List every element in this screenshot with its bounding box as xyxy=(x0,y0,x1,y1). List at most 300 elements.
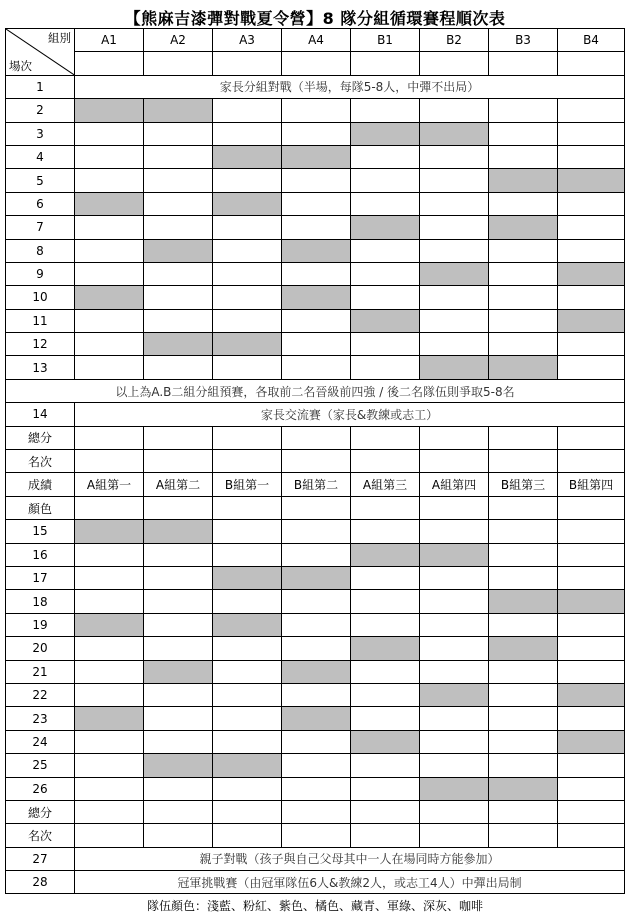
score-cell xyxy=(489,496,558,519)
shaded-match-cell xyxy=(558,262,625,285)
score-cell xyxy=(420,520,489,543)
score-cell xyxy=(75,543,144,566)
shaded-match-cell xyxy=(351,122,420,145)
shaded-match-cell xyxy=(420,122,489,145)
row-label: 總分 xyxy=(6,800,75,823)
score-cell xyxy=(420,707,489,730)
match-row xyxy=(6,286,625,309)
score-cell xyxy=(558,543,625,566)
score-cell xyxy=(213,683,282,706)
shaded-match-cell xyxy=(144,660,213,683)
score-cell xyxy=(489,426,558,449)
blank-cell xyxy=(213,52,282,75)
page-title: 【熊麻吉漆彈對戰夏令營】8 隊分組循環賽程順次表 xyxy=(124,9,506,28)
match-row xyxy=(6,543,625,566)
row-label: 4 xyxy=(6,145,75,168)
score-cell xyxy=(351,800,420,823)
score-cell xyxy=(144,496,213,519)
group-header: A1 xyxy=(75,29,144,52)
ranking-slot-cell: B組第三 xyxy=(489,473,558,496)
score-cell xyxy=(489,333,558,356)
score-cell xyxy=(351,426,420,449)
score-cell xyxy=(213,122,282,145)
score-cell xyxy=(420,754,489,777)
score-cell xyxy=(420,660,489,683)
row-label: 25 xyxy=(6,754,75,777)
score-cell xyxy=(75,730,144,753)
score-cell xyxy=(351,754,420,777)
score-cell xyxy=(144,286,213,309)
shaded-match-cell xyxy=(75,613,144,636)
score-cell xyxy=(282,683,351,706)
score-cell xyxy=(282,309,351,332)
row-label: 18 xyxy=(6,590,75,613)
score-cell xyxy=(282,99,351,122)
score-cell xyxy=(351,262,420,285)
shaded-match-cell xyxy=(144,239,213,262)
header-row xyxy=(6,29,625,52)
note-row xyxy=(6,871,625,894)
blank-cell xyxy=(144,52,213,75)
score-cell xyxy=(75,450,144,473)
score-cell xyxy=(351,707,420,730)
match-row xyxy=(6,520,625,543)
score-cell xyxy=(558,777,625,800)
row-label: 27 xyxy=(6,847,75,870)
score-cell xyxy=(213,169,282,192)
score-cell xyxy=(558,613,625,636)
score-cell xyxy=(489,309,558,332)
score-cell xyxy=(558,122,625,145)
row-label: 8 xyxy=(6,239,75,262)
score-cell xyxy=(558,145,625,168)
score-cell xyxy=(351,145,420,168)
shaded-match-cell xyxy=(75,192,144,215)
group-header: B2 xyxy=(420,29,489,52)
shaded-match-cell xyxy=(282,566,351,589)
shaded-match-cell xyxy=(558,730,625,753)
score-cell xyxy=(558,286,625,309)
score-cell xyxy=(489,754,558,777)
score-cell xyxy=(213,99,282,122)
score-cell xyxy=(213,590,282,613)
shaded-match-cell xyxy=(351,216,420,239)
score-cell xyxy=(558,333,625,356)
score-cell xyxy=(144,192,213,215)
score-cell xyxy=(75,637,144,660)
score-cell xyxy=(213,707,282,730)
corner-group-label: 組別 xyxy=(48,31,71,45)
score-cell xyxy=(351,590,420,613)
score-cell xyxy=(489,122,558,145)
score-cell xyxy=(351,333,420,356)
note-cell: 以上為A.B二組分組預賽，各取前二名晉級前四強 / 後二名隊伍則爭取5-8名 xyxy=(6,379,625,402)
score-cell xyxy=(420,566,489,589)
score-cell xyxy=(75,426,144,449)
match-row xyxy=(6,637,625,660)
score-cell xyxy=(351,496,420,519)
score-cell xyxy=(282,496,351,519)
match-row xyxy=(6,660,625,683)
score-cell xyxy=(213,309,282,332)
event-note-cell: 親子對戰（孩子與自己父母其中一人在場同時方能參加） xyxy=(75,847,625,870)
shaded-match-cell xyxy=(420,543,489,566)
score-cell xyxy=(420,169,489,192)
shaded-match-cell xyxy=(558,309,625,332)
shaded-match-cell xyxy=(351,309,420,332)
score-cell xyxy=(351,192,420,215)
score-cell xyxy=(213,777,282,800)
blank-row xyxy=(6,496,625,519)
score-cell xyxy=(282,192,351,215)
match-row xyxy=(6,566,625,589)
score-cell xyxy=(489,824,558,847)
score-cell xyxy=(420,496,489,519)
group-header: B1 xyxy=(351,29,420,52)
shaded-match-cell xyxy=(489,777,558,800)
row-label: 28 xyxy=(6,871,75,894)
shaded-match-cell xyxy=(213,333,282,356)
blank-cell xyxy=(75,52,144,75)
match-row xyxy=(6,122,625,145)
match-row xyxy=(6,239,625,262)
shaded-match-cell xyxy=(75,286,144,309)
row-label: 9 xyxy=(6,262,75,285)
row-label: 16 xyxy=(6,543,75,566)
blank-cell xyxy=(558,52,625,75)
score-cell xyxy=(213,216,282,239)
score-cell xyxy=(351,169,420,192)
score-cell xyxy=(558,520,625,543)
shaded-match-cell xyxy=(75,520,144,543)
score-cell xyxy=(420,590,489,613)
score-cell xyxy=(558,660,625,683)
score-cell xyxy=(213,637,282,660)
score-cell xyxy=(75,777,144,800)
score-cell xyxy=(75,356,144,379)
shaded-match-cell xyxy=(489,216,558,239)
ranking-slot-cell: A組第一 xyxy=(75,473,144,496)
header-blank-row xyxy=(6,52,625,75)
shaded-match-cell xyxy=(144,99,213,122)
score-cell xyxy=(144,566,213,589)
row-label: 12 xyxy=(6,333,75,356)
score-cell xyxy=(144,730,213,753)
ranking-slot-cell: A組第四 xyxy=(420,473,489,496)
score-cell xyxy=(282,262,351,285)
score-cell xyxy=(558,239,625,262)
score-cell xyxy=(558,192,625,215)
ranking-slot-cell: B組第二 xyxy=(282,473,351,496)
score-cell xyxy=(282,169,351,192)
score-cell xyxy=(420,824,489,847)
score-cell xyxy=(351,824,420,847)
score-cell xyxy=(420,426,489,449)
shaded-match-cell xyxy=(282,286,351,309)
score-cell xyxy=(144,216,213,239)
row-label: 總分 xyxy=(6,426,75,449)
blank-row xyxy=(6,800,625,823)
score-cell xyxy=(420,309,489,332)
row-label: 名次 xyxy=(6,450,75,473)
event-note-cell: 家長交流賽（家長&教練或志工） xyxy=(75,403,625,426)
score-cell xyxy=(558,800,625,823)
score-cell xyxy=(144,426,213,449)
shaded-match-cell xyxy=(213,192,282,215)
blank-cell xyxy=(282,52,351,75)
row-label: 2 xyxy=(6,99,75,122)
shaded-match-cell xyxy=(420,683,489,706)
score-cell xyxy=(420,637,489,660)
match-row xyxy=(6,356,625,379)
group-header: A4 xyxy=(282,29,351,52)
score-cell xyxy=(558,216,625,239)
score-cell xyxy=(282,356,351,379)
score-cell xyxy=(489,543,558,566)
event-note-cell: 家長分組對戰（半場，每隊5-8人，中彈不出局） xyxy=(75,75,625,98)
score-cell xyxy=(75,216,144,239)
score-cell xyxy=(75,262,144,285)
row-label: 10 xyxy=(6,286,75,309)
score-cell xyxy=(75,122,144,145)
score-cell xyxy=(351,777,420,800)
ranking-slot-cell: B組第一 xyxy=(213,473,282,496)
match-row xyxy=(6,145,625,168)
score-cell xyxy=(75,800,144,823)
row-label: 顏色 xyxy=(6,496,75,519)
score-cell xyxy=(558,824,625,847)
shaded-match-cell xyxy=(282,145,351,168)
ranking-slot-cell: A組第三 xyxy=(351,473,420,496)
score-cell xyxy=(351,613,420,636)
score-cell xyxy=(282,426,351,449)
shaded-match-cell xyxy=(351,543,420,566)
score-cell xyxy=(213,543,282,566)
score-cell xyxy=(558,566,625,589)
score-cell xyxy=(213,286,282,309)
team-colors-note: 隊伍顏色：淺藍、粉紅、紫色、橘色、藏青、軍綠、深灰、咖啡 xyxy=(146,899,483,913)
score-cell xyxy=(489,683,558,706)
score-cell xyxy=(420,800,489,823)
score-cell xyxy=(282,590,351,613)
group-header: B4 xyxy=(558,29,625,52)
score-cell xyxy=(282,520,351,543)
match-row xyxy=(6,777,625,800)
row-label: 6 xyxy=(6,192,75,215)
score-cell xyxy=(558,707,625,730)
score-cell xyxy=(213,730,282,753)
score-cell xyxy=(213,520,282,543)
schedule-body xyxy=(6,75,625,894)
schedule-table xyxy=(5,28,625,894)
match-row xyxy=(6,99,625,122)
score-cell xyxy=(144,800,213,823)
score-cell xyxy=(489,286,558,309)
match-row xyxy=(6,192,625,215)
labels-row xyxy=(6,473,625,496)
group-header: B3 xyxy=(489,29,558,52)
shaded-match-cell xyxy=(282,707,351,730)
score-cell xyxy=(489,520,558,543)
score-cell xyxy=(144,450,213,473)
score-cell xyxy=(351,450,420,473)
group-header: A2 xyxy=(144,29,213,52)
score-cell xyxy=(282,800,351,823)
score-cell xyxy=(75,496,144,519)
score-cell xyxy=(144,122,213,145)
score-cell xyxy=(489,613,558,636)
blank-row xyxy=(6,450,625,473)
score-cell xyxy=(282,777,351,800)
score-cell xyxy=(420,216,489,239)
score-cell xyxy=(213,496,282,519)
score-cell xyxy=(558,426,625,449)
score-cell xyxy=(213,450,282,473)
row-label: 17 xyxy=(6,566,75,589)
score-cell xyxy=(351,99,420,122)
score-cell xyxy=(282,613,351,636)
score-cell xyxy=(213,239,282,262)
match-row xyxy=(6,730,625,753)
match-row xyxy=(6,613,625,636)
score-cell xyxy=(489,145,558,168)
shaded-match-cell xyxy=(351,730,420,753)
score-cell xyxy=(144,777,213,800)
score-cell xyxy=(75,333,144,356)
score-cell xyxy=(420,613,489,636)
shaded-match-cell xyxy=(213,145,282,168)
match-row xyxy=(6,309,625,332)
shaded-match-cell xyxy=(282,660,351,683)
match-row xyxy=(6,754,625,777)
row-label: 1 xyxy=(6,75,75,98)
note-row xyxy=(6,403,625,426)
score-cell xyxy=(75,824,144,847)
match-row xyxy=(6,216,625,239)
score-cell xyxy=(489,730,558,753)
score-cell xyxy=(213,426,282,449)
score-cell xyxy=(282,450,351,473)
score-cell xyxy=(489,450,558,473)
shaded-match-cell xyxy=(213,754,282,777)
match-row xyxy=(6,590,625,613)
score-cell xyxy=(75,683,144,706)
score-cell xyxy=(351,356,420,379)
score-cell xyxy=(420,730,489,753)
score-cell xyxy=(420,192,489,215)
score-cell xyxy=(282,216,351,239)
row-label: 21 xyxy=(6,660,75,683)
row-label: 7 xyxy=(6,216,75,239)
shaded-match-cell xyxy=(489,590,558,613)
score-cell xyxy=(420,99,489,122)
row-label: 13 xyxy=(6,356,75,379)
shaded-match-cell xyxy=(489,169,558,192)
score-cell xyxy=(75,566,144,589)
score-cell xyxy=(213,660,282,683)
score-cell xyxy=(351,660,420,683)
row-label: 11 xyxy=(6,309,75,332)
score-cell xyxy=(489,239,558,262)
score-cell xyxy=(282,543,351,566)
corner-cell xyxy=(6,29,75,76)
score-cell xyxy=(489,707,558,730)
row-label: 23 xyxy=(6,707,75,730)
score-cell xyxy=(213,824,282,847)
score-cell xyxy=(75,309,144,332)
row-label: 5 xyxy=(6,169,75,192)
score-cell xyxy=(558,637,625,660)
note-row xyxy=(6,75,625,98)
score-cell xyxy=(420,239,489,262)
score-cell xyxy=(144,590,213,613)
score-cell xyxy=(75,169,144,192)
score-cell xyxy=(489,192,558,215)
ranking-slot-cell: B組第四 xyxy=(558,473,625,496)
score-cell xyxy=(144,356,213,379)
row-label: 3 xyxy=(6,122,75,145)
score-cell xyxy=(144,637,213,660)
score-cell xyxy=(144,309,213,332)
score-cell xyxy=(75,239,144,262)
blank-row xyxy=(6,824,625,847)
shaded-match-cell xyxy=(420,262,489,285)
shaded-match-cell xyxy=(144,754,213,777)
row-label: 名次 xyxy=(6,824,75,847)
score-cell xyxy=(489,262,558,285)
score-cell xyxy=(282,824,351,847)
score-cell xyxy=(213,262,282,285)
corner-match-label: 場次 xyxy=(9,58,32,73)
score-cell xyxy=(282,333,351,356)
full-row xyxy=(6,379,625,402)
score-cell xyxy=(282,122,351,145)
note-row xyxy=(6,847,625,870)
score-cell xyxy=(144,613,213,636)
score-cell xyxy=(144,683,213,706)
score-cell xyxy=(489,800,558,823)
ranking-slot-cell: A組第二 xyxy=(144,473,213,496)
group-header: A3 xyxy=(213,29,282,52)
score-cell xyxy=(558,754,625,777)
row-label: 24 xyxy=(6,730,75,753)
event-note-cell: 冠軍挑戰賽（由冠軍隊伍6人&教練2人，或志工4人）中彈出局制 xyxy=(75,871,625,894)
shaded-match-cell xyxy=(75,99,144,122)
score-cell xyxy=(213,356,282,379)
shaded-match-cell xyxy=(558,590,625,613)
shaded-match-cell xyxy=(282,239,351,262)
score-cell xyxy=(75,660,144,683)
row-label: 15 xyxy=(6,520,75,543)
shaded-match-cell xyxy=(213,613,282,636)
shaded-match-cell xyxy=(351,637,420,660)
score-cell xyxy=(558,496,625,519)
score-cell xyxy=(351,286,420,309)
row-label: 20 xyxy=(6,637,75,660)
blank-row xyxy=(6,426,625,449)
score-cell xyxy=(144,262,213,285)
row-label: 26 xyxy=(6,777,75,800)
score-cell xyxy=(144,169,213,192)
blank-cell xyxy=(351,52,420,75)
row-label: 22 xyxy=(6,683,75,706)
match-row xyxy=(6,683,625,706)
row-label: 19 xyxy=(6,613,75,636)
score-cell xyxy=(75,145,144,168)
shaded-match-cell xyxy=(75,707,144,730)
score-cell xyxy=(351,239,420,262)
score-cell xyxy=(351,566,420,589)
